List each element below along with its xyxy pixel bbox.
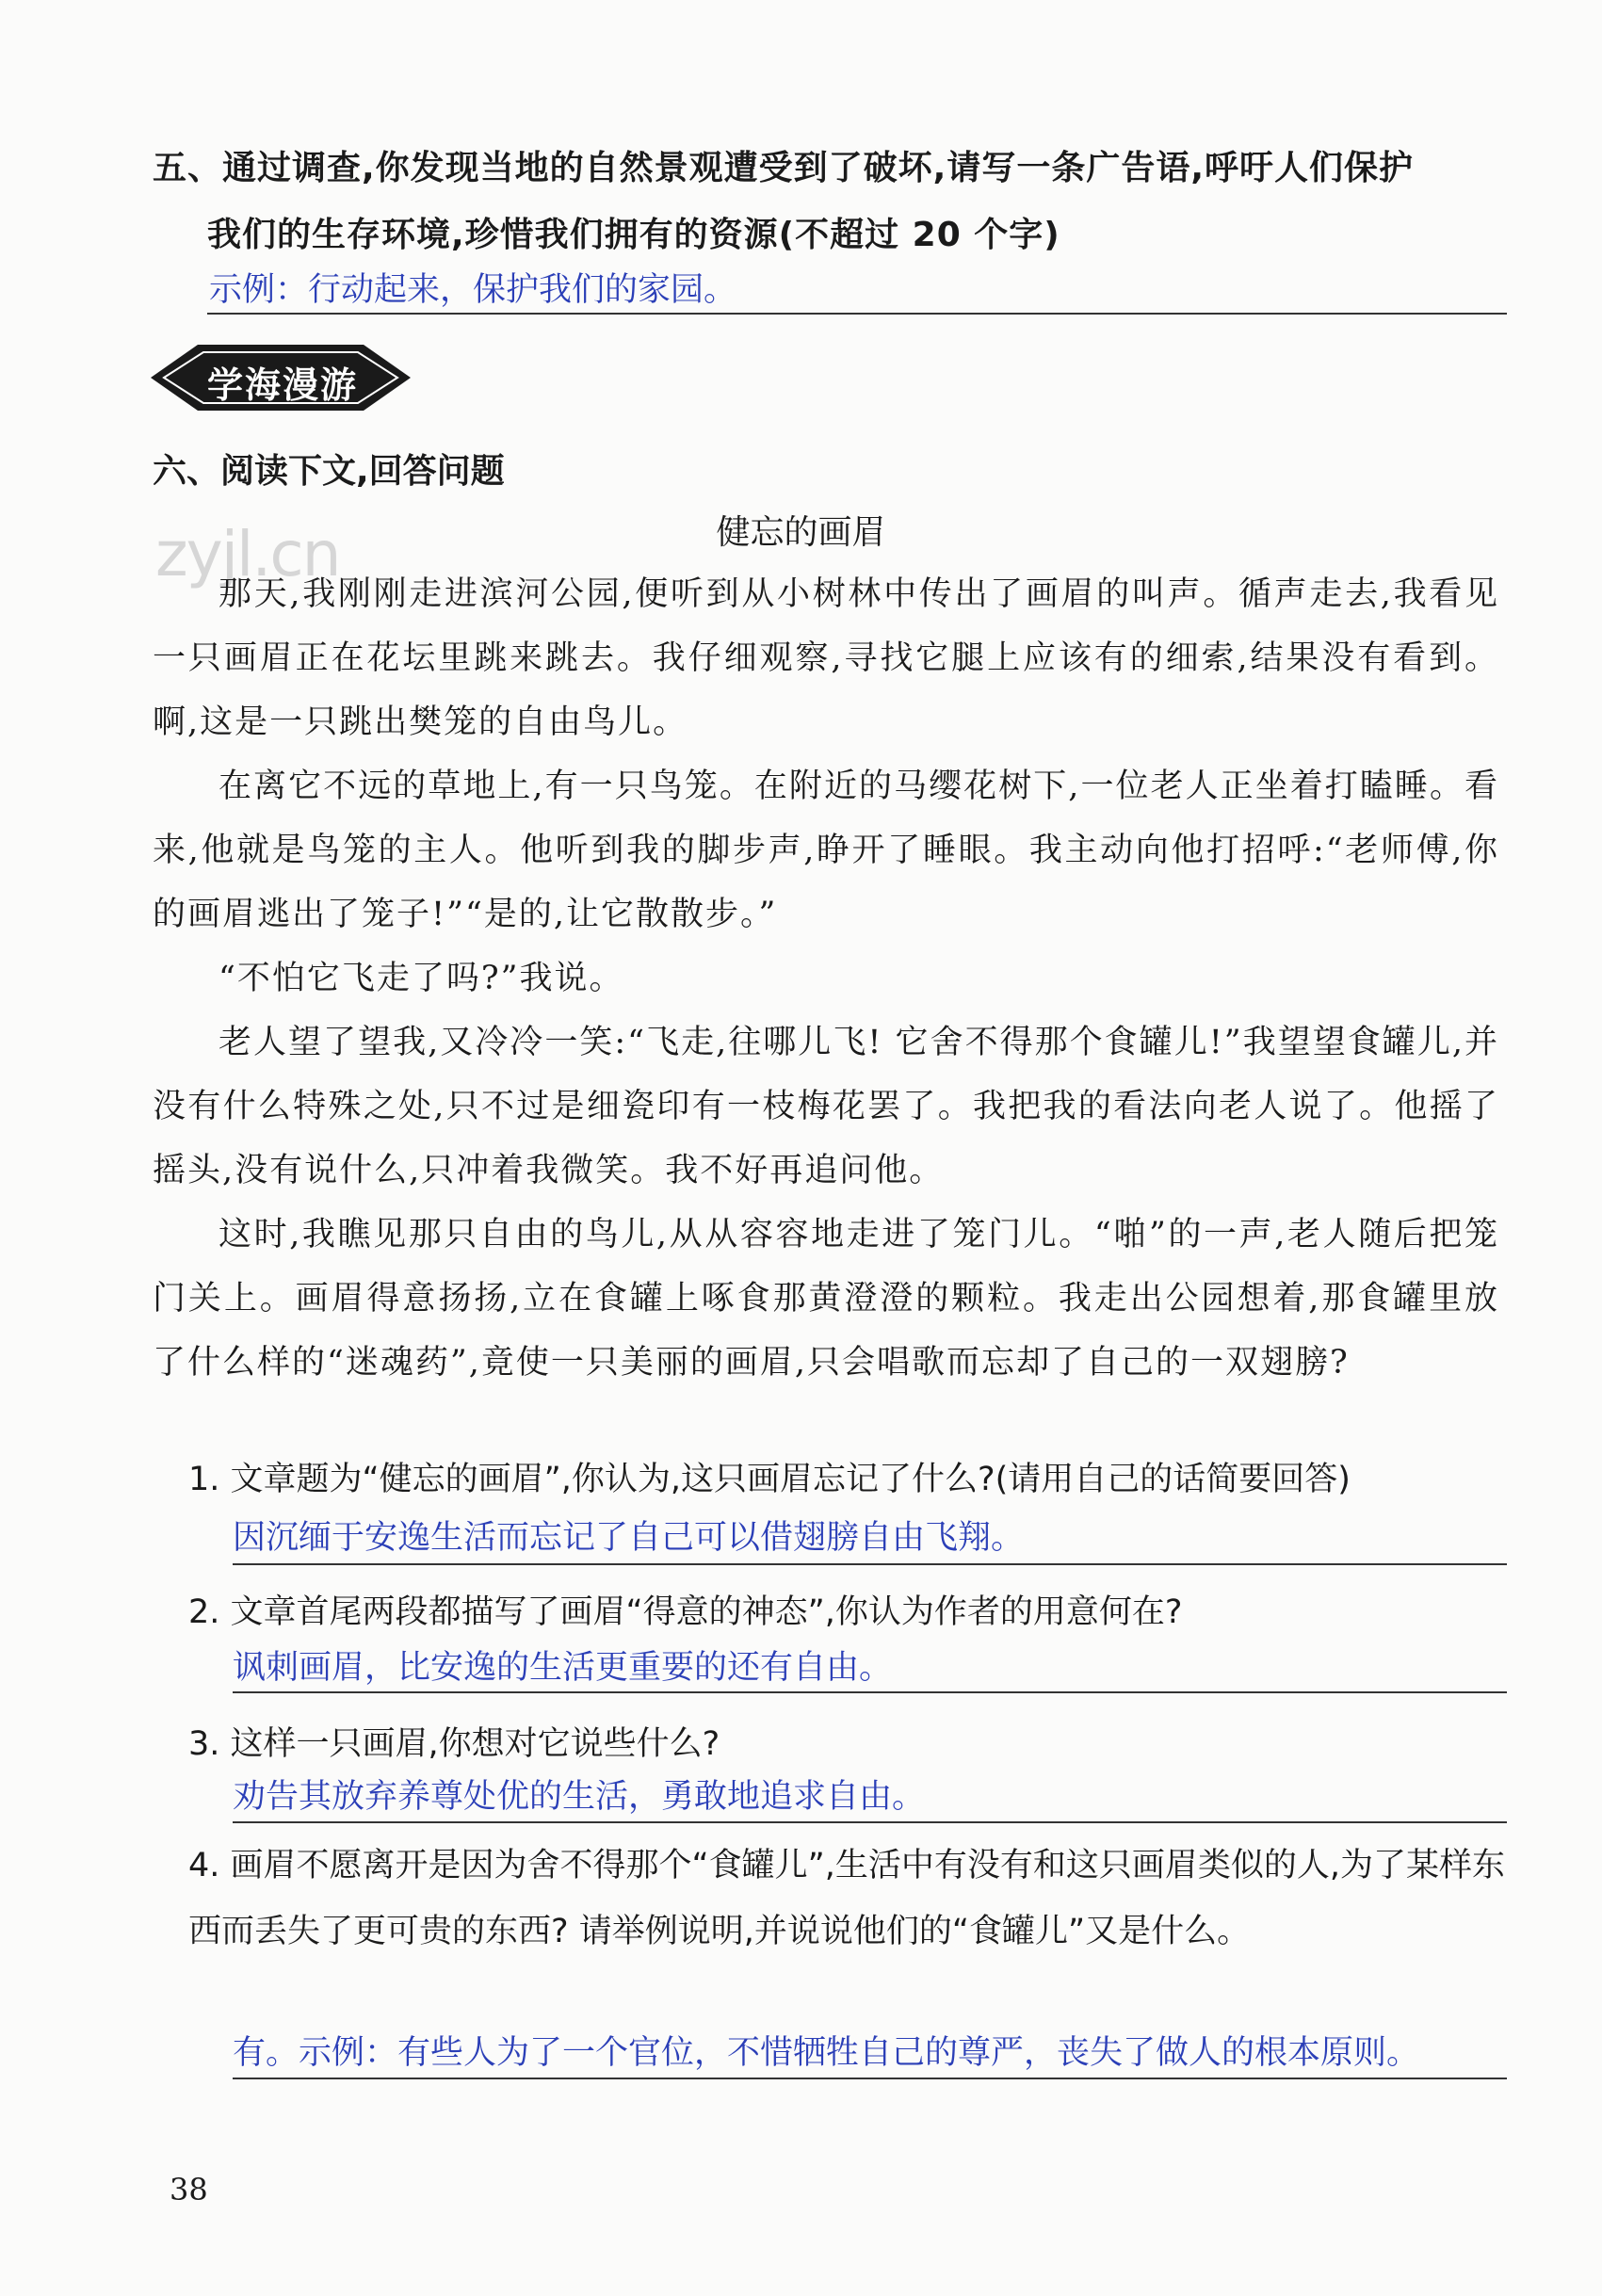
section-banner-label: 学海漫游 <box>206 364 358 406</box>
subquestion-4-answer: 有。示例：有些人为了一个官位，不惜牺牲自己的尊严，丧失了做人的根本原则。 <box>233 2034 1420 2072</box>
subquestion-2-answer: 讽刺画眉，比安逸的生活更重要的还有自由。 <box>233 1649 893 1687</box>
answer-rule <box>233 1691 1507 1693</box>
question-6-heading: 六、阅读下文,回答问题 <box>153 452 505 491</box>
subquestion-2: 2. 文章首尾两段都描写了画眉“得意的神态”,你认为作者的用意何在? <box>188 1593 1183 1631</box>
subquestion-3: 3. 这样一只画眉,你想对它说些什么? <box>188 1725 720 1763</box>
passage-paragraph-3: “不怕它飞走了吗?”我说。 <box>218 960 624 997</box>
subquestion-1: 1. 文章题为“健忘的画眉”,你认为,这只画眉忘记了什么?(请用自己的话简要回答) <box>188 1461 1351 1498</box>
passage-paragraph-1: 那天,我刚刚走进滨河公园,便听到从小树林中传出了画眉的叫声。循声走去,我看见一只画眉正在花坛里跳来跳去。我仔细观察,寻找它腿上应该有的细索,结果没有看到。啊,这是一只跳出樊笼的自由鸟儿。 <box>153 575 1499 741</box>
question-5-line2: 我们的生存环境,珍惜我们拥有的资源(不超过 20 个字) <box>207 216 1060 254</box>
page-number: 38 <box>170 2172 208 2207</box>
passage-paragraph-2: 在离它不远的草地上,有一只鸟笼。在附近的马缨花树下,一位老人正坐着打瞌睡。看来,他就是鸟笼的主人。他听到我的脚步声,睁开了睡眼。我主动向他打招呼:“老师傅,你的画眉逃出了笼子!”“是的,让它散散步。” <box>153 768 1499 933</box>
answer-rule <box>233 1563 1507 1565</box>
subquestion-3-answer: 劝告其放弃养尊处优的生活，勇敢地追求自由。 <box>233 1778 926 1816</box>
subquestion-1-answer: 因沉缅于安逸生活而忘记了自己可以借翅膀自由飞翔。 <box>233 1519 1025 1557</box>
question-5-answer: 示例：行动起来，保护我们的家园。 <box>209 271 737 309</box>
passage-paragraph-4: 老人望了望我,又冷冷一笑:“飞走,往哪儿飞! 它舍不得那个食罐儿!”我望望食罐儿,并没有什么特殊之处,只不过是细瓷印有一枝梅花罢了。我把我的看法向老人说了。他摇了摇头,没有说什么,只冲着我微笑。我不好再追问他。 <box>153 1024 1499 1189</box>
answer-rule <box>233 1821 1507 1823</box>
subquestion-4: 4. 画眉不愿离开是因为舍不得那个“食罐儿”,生活中有没有和这只画眉类似的人,为了某样东西而丢失了更可贵的东西? 请举例说明,并说说他们的“食罐儿”又是什么。 <box>188 1847 1506 1950</box>
answer-rule <box>207 313 1507 315</box>
answer-rule <box>233 2078 1507 2079</box>
passage-title: 健忘的画眉 <box>716 513 886 552</box>
passage-paragraph-5: 这时,我瞧见那只自由的鸟儿,从从容容地走进了笼门儿。“啪”的一声,老人随后把笼门关上。画眉得意扬扬,立在食罐上啄食那黄澄澄的颗粒。我走出公园想着,那食罐里放了什么样的“迷魂药”,竟使一只美丽的画眉,只会唱歌而忘却了自己的一双翅膀? <box>153 1216 1499 1382</box>
question-5-line1: 五、通过调查,你发现当地的自然景观遭受到了破坏,请写一条广告语,呼吁人们保护 <box>153 149 1415 187</box>
watermark: zyjl.cn <box>155 518 340 590</box>
